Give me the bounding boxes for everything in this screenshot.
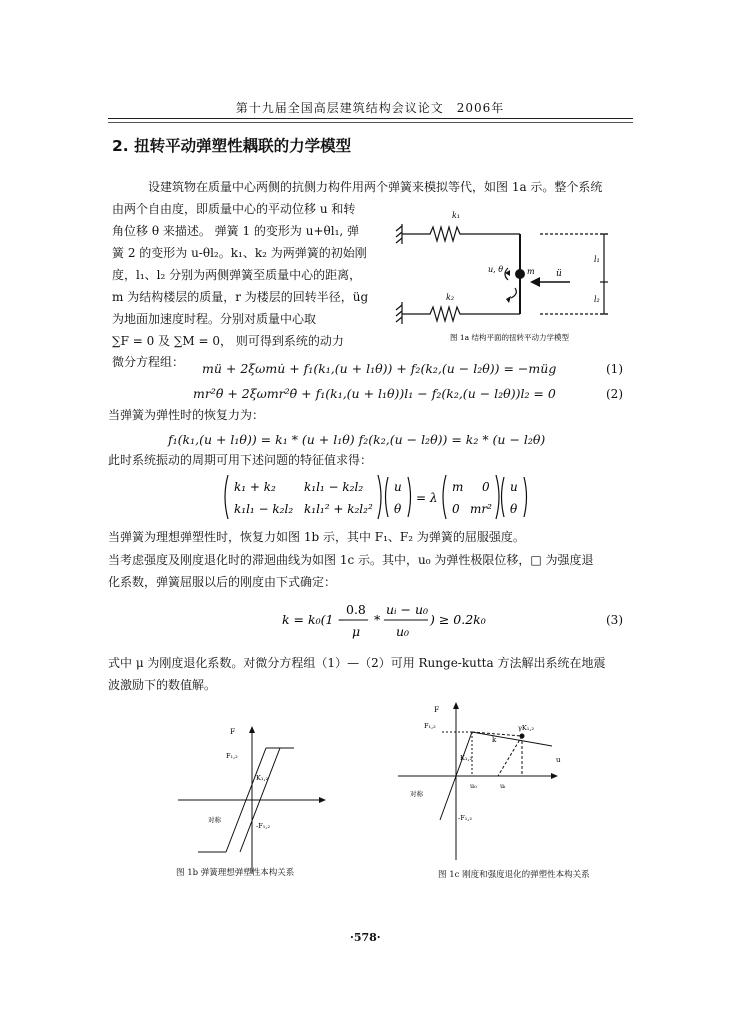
fig1c-k: k — [492, 736, 497, 744]
elastic-line: 当弹簧为弹性时的恢复力为： — [108, 408, 265, 422]
eq3-den1: μ — [352, 624, 361, 639]
page-number: ·578· — [350, 931, 381, 944]
fig1b-negF12: -F₁,₂ — [256, 822, 270, 830]
eq3-rhs: ) ≥ 0.2k₀ — [430, 612, 486, 627]
equation-1: mü + 2ξωmu̇ + f₁(k₁,(u + l₁θ)) + f₂(k₂,(u − l₂θ)) = −müg — [202, 361, 557, 376]
running-header: 第十九届全国高层建筑结构会议论文 2006年 — [235, 101, 505, 115]
matrix-m22: mr² — [470, 502, 492, 516]
equation-1-number: (1) — [606, 362, 623, 376]
matrix-k12: k₁l₁ − k₂l₂ — [304, 480, 364, 494]
matrix-m11: m — [452, 480, 464, 494]
matrix-x2: θ — [394, 502, 402, 516]
closing-line-1: 式中 μ 为刚度退化系数。对微分方程组（1）—（2）可用 Runge-kutta 方法解出系统在地震 — [108, 656, 606, 670]
header-rule-thin — [108, 122, 633, 123]
section-title: 2. 扭转平动弹塑性耦联的力学模型 — [112, 137, 352, 155]
equation-3 — [282, 598, 502, 642]
matrix-equation — [220, 472, 530, 522]
figure-1a — [390, 202, 640, 344]
intro-line-1: 设建筑物在质量中心两侧的抗侧力构件用两个弹簧来模拟等代，如图 1a 示。整个系统 — [148, 180, 603, 194]
equation-2: mr²θ̈ + 2ξωmr²θ̇ + f₁(k₁,(u + l₁θ))l₁ − f₂(k₂,(u − l₂θ))l₂ = 0 — [193, 386, 556, 401]
intro-line-7: 为地面加速度时程。分别对质量中心取 — [112, 312, 317, 326]
eq3-den2: u₀ — [396, 624, 410, 639]
matrix-m21: 0 — [452, 502, 460, 516]
fig1b-caption: 图 1b 弹簧理想弹塑性本构关系 — [176, 868, 295, 878]
fig1c-F12: F₁,₂ — [424, 722, 436, 730]
equation-3-number: (3) — [606, 613, 623, 627]
fig1a-m: m — [527, 267, 535, 276]
fig1a-u-ddot: ü — [556, 269, 562, 279]
degrade-line-1: 当考虑强度及刚度退化时的滞迴曲线为如图 1c 示。其中，u₀ 为弹性极限位移，□ 为强度退 — [108, 553, 594, 567]
fig1a-l2: l₂ — [594, 295, 600, 304]
fig1c-u: u — [556, 756, 561, 764]
matrix-y2: θ — [510, 502, 518, 516]
eq3-lhs: k = k₀(1 − — [282, 612, 348, 627]
restoring-force-equation: f₁(k₁,(u + l₁θ)) = k₁ * (u + l₁θ) f₂(k₂,(u − l₂θ)) = k₂ * (u − l₂θ) — [168, 432, 546, 447]
fig1b-K12: K₁,₂ — [256, 774, 269, 782]
fig1c-caption: 图 1c 刚度和强度退化的弹塑性本构关系 — [438, 870, 590, 880]
fig1c-ui: uᵢ — [500, 782, 506, 790]
fig1b-F: F — [230, 727, 236, 736]
ideal-plastic-line: 当弹簧为理想弹塑性时，恢复力如图 1b 示，其中 F₁、F₂ 为弹簧的屈服强度。 — [108, 530, 525, 544]
fig1a-l1: l₁ — [594, 255, 600, 264]
matrix-k22: k₁l₁² + k₂l₂² — [304, 502, 373, 516]
fig1a-u-theta: u, θ — [488, 265, 504, 274]
matrix-m12: 0 — [482, 480, 490, 494]
intro-line-5: 度，l₁、l₂ 分别为两侧弹簧至质量中心的距离， — [112, 268, 362, 282]
degrade-line-2: 化系数，弹簧屈服以后的刚度由下式确定： — [108, 575, 337, 589]
fig1c-K12: K₁,₂ — [460, 754, 473, 762]
matrix-k11: k₁ + k₂ — [234, 480, 276, 494]
equation-2-number: (2) — [606, 387, 623, 401]
fig1c-negF12: -F₁,₂ — [458, 814, 472, 822]
intro-line-9: 微分方程组： — [112, 355, 185, 369]
eq3-num1: 0.8 — [346, 602, 366, 617]
fig1a-k2: k₂ — [446, 293, 455, 302]
intro-line-8: ∑F = 0 及 ∑M = 0， 则可得到系统的动力 — [112, 334, 344, 348]
eq3-star: * — [374, 612, 381, 627]
fig1c-F: F — [434, 705, 440, 714]
intro-line-2: 由两个自由度，即质量中心的平动位移 u 和转 — [112, 202, 356, 216]
figure-1b — [172, 724, 332, 884]
intro-line-3: 角位移 θ 来描述。 弹簧 1 的变形为 u+θl₁, 弹 — [112, 224, 360, 238]
intro-line-4: 簧 2 的变形为 u-θl₂。k₁、k₂ 为两弹簧的初始刚 — [112, 246, 367, 260]
figure-1c — [394, 700, 594, 868]
fig1c-u0: u₀ — [470, 782, 477, 790]
intro-line-6: m 为结构楼层的质量，r 为楼层的回转半径，üg — [112, 290, 369, 304]
matrix-x1: u — [394, 480, 402, 494]
fig1b-sym: 对称 — [208, 816, 221, 824]
fig1c-gK12: γK₁,₂ — [518, 724, 535, 732]
fig1b-F12: F₁,₂ — [226, 752, 238, 760]
fig1c-sym: 对称 — [410, 790, 423, 798]
header-rule — [108, 118, 633, 119]
period-line: 此时系统振动的周期可用下述问题的特征值求得： — [108, 453, 373, 467]
closing-line-2: 波激励下的数值解。 — [108, 678, 217, 692]
matrix-k21: k₁l₁ − k₂l₂ — [234, 502, 294, 516]
matrix-lambda: = λ — [416, 491, 438, 505]
fig1a-k1: k₁ — [452, 211, 461, 220]
fig1a-caption: 图 1a 结构平面的扭转平动力学模型 — [450, 333, 570, 342]
eq3-num2: uᵢ − u₀ — [386, 602, 429, 617]
matrix-y1: u — [510, 480, 518, 494]
